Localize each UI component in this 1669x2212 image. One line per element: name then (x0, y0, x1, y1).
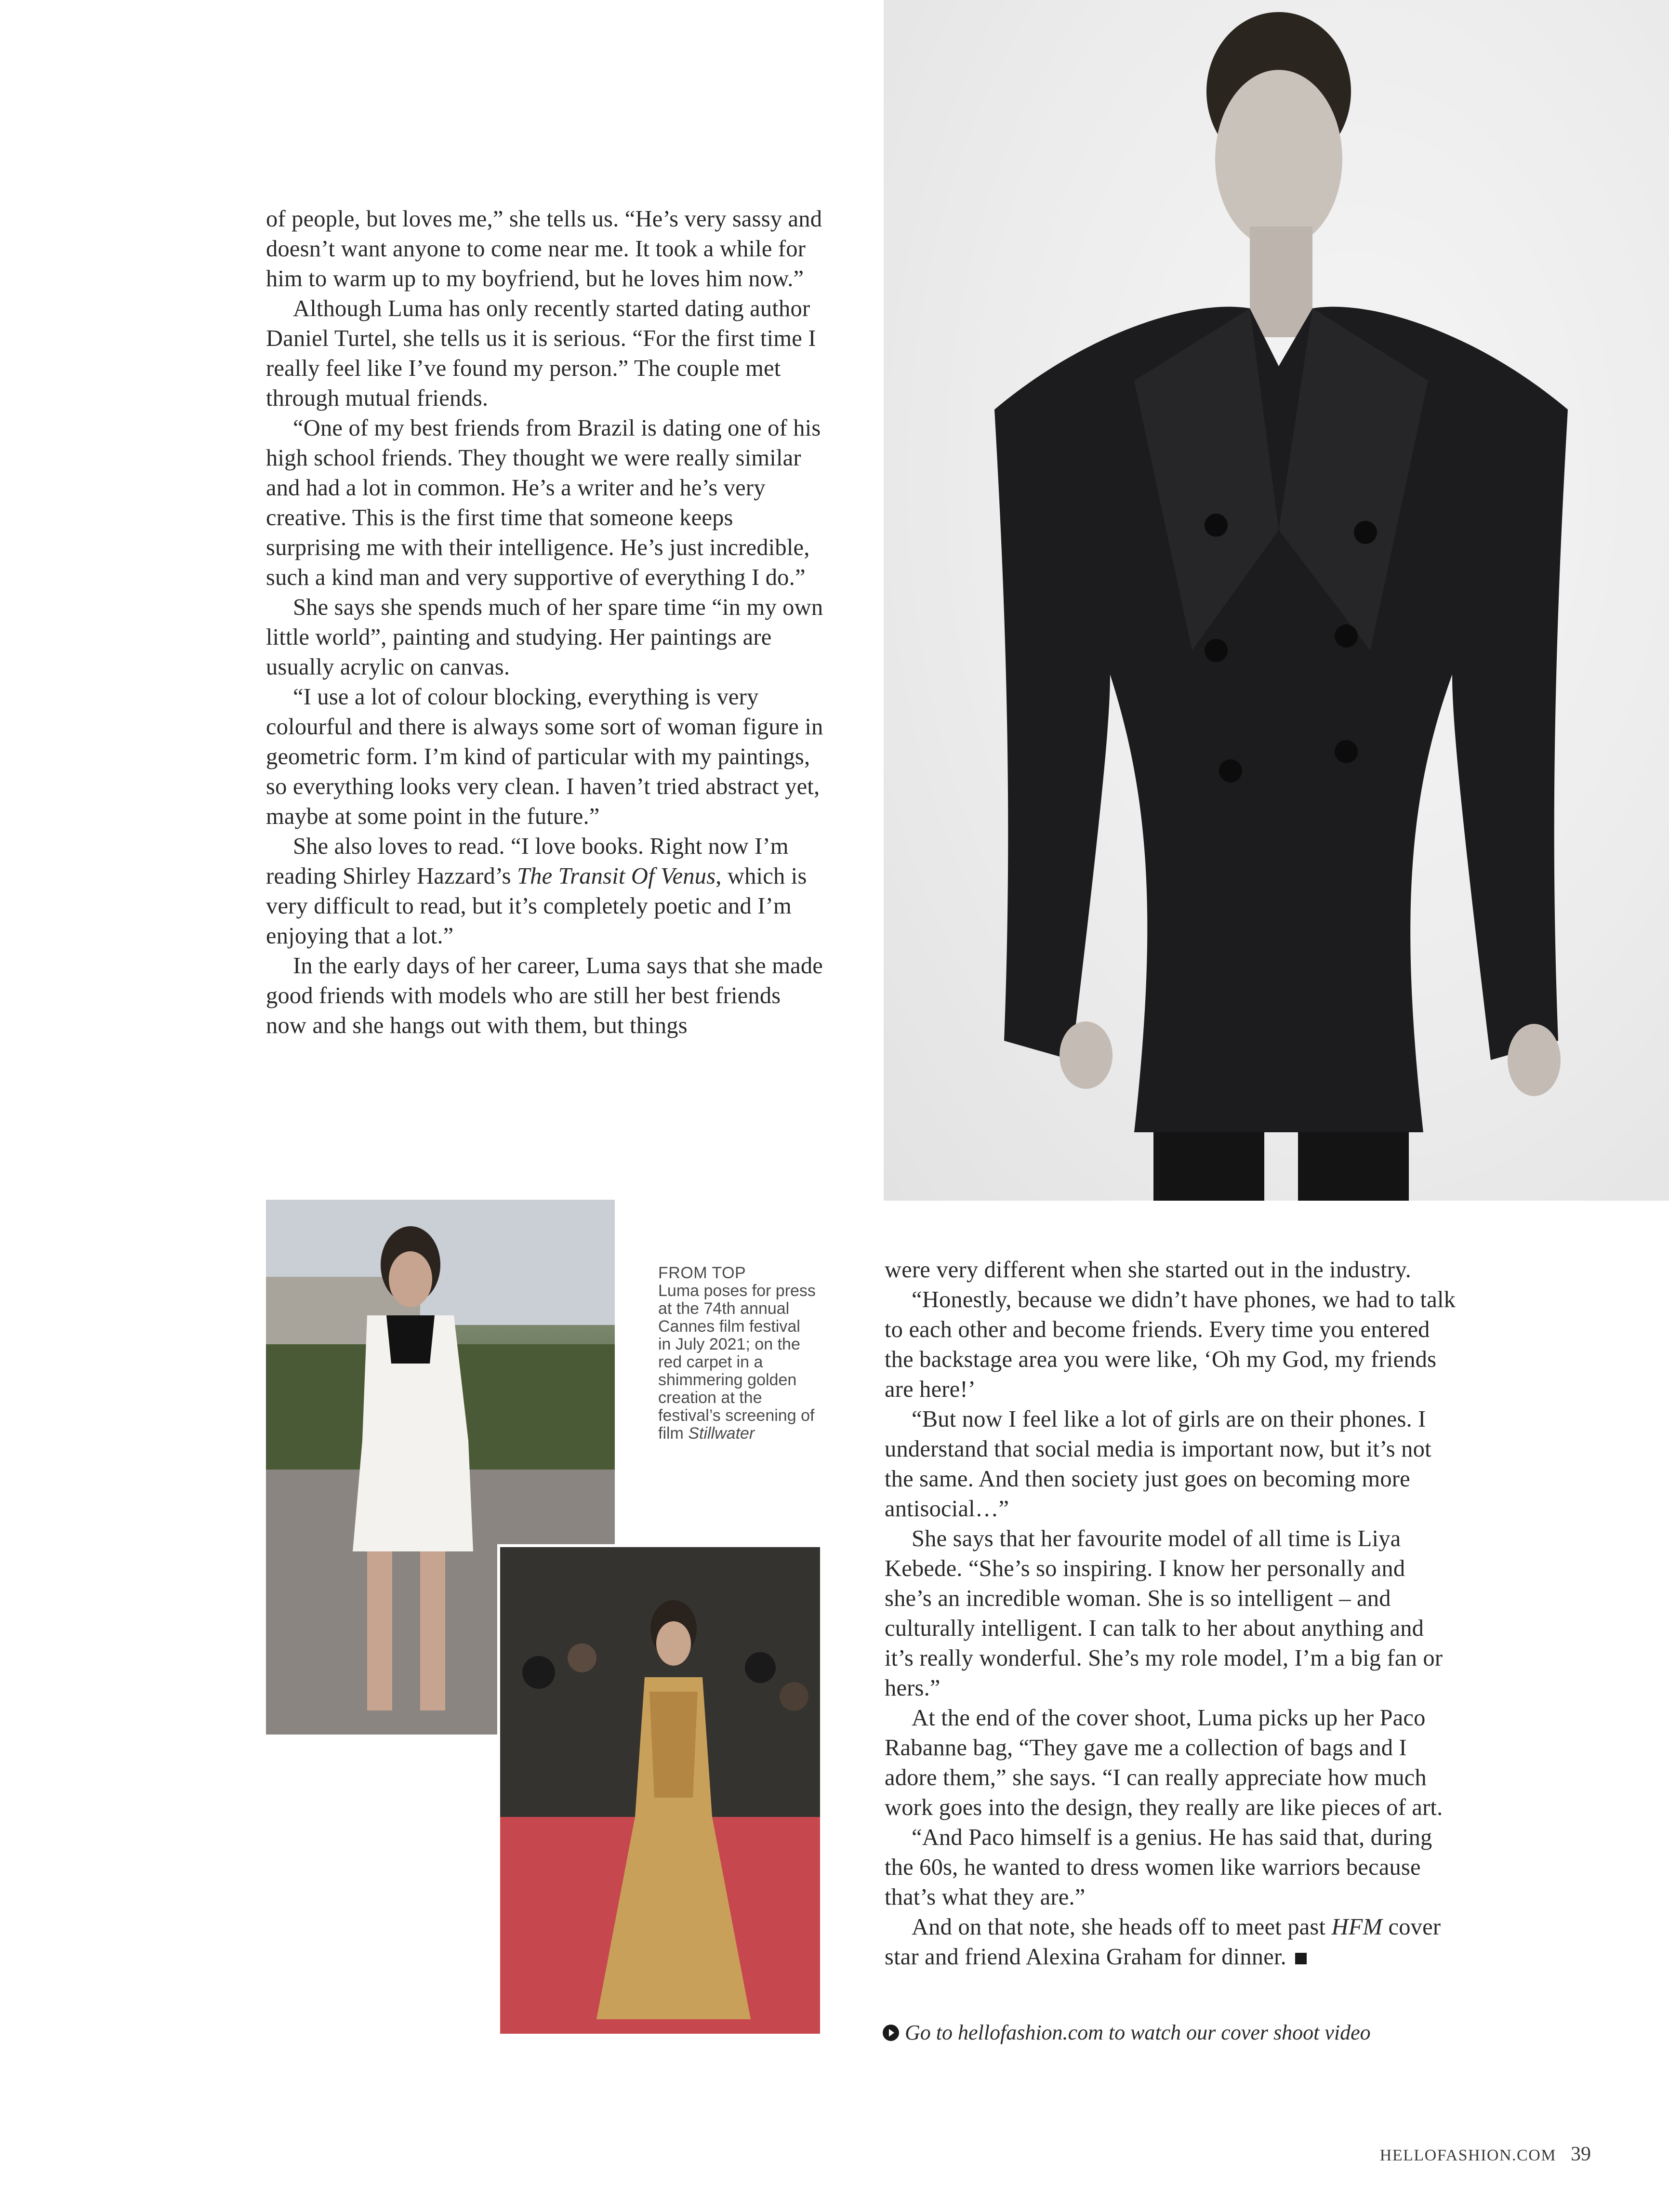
footer-site-name: HELLOFASHION.COM (1379, 2146, 1556, 2164)
cta-text[interactable]: Go to hellofashion.com to watch our cover shoot video (905, 2021, 1371, 2044)
red-carpet-photo (497, 1544, 823, 2037)
red-carpet-illustration (500, 1547, 820, 2034)
photo-caption (658, 1264, 817, 1443)
page-number: 39 (1571, 2143, 1591, 2165)
article-paragraph: In the early days of her career, Luma says that she made good friends with models who are still her best friends now and she hangs out with them, but things (266, 953, 823, 1038)
article-paragraph: Although Luma has only recently started dating author Daniel Turtel, she tells us it is serious. “For the first time I really feel like I’ve found my person.” The couple met through mutual friends. (266, 296, 816, 411)
article-paragraph: At the end of the cover shoot, Luma picks up her Paco Rabanne bag, “They gave me a collection of bags and I adore them,” she says. “I can really appreciate how much work goes into the design, they really are like pieces of art. (885, 1705, 1443, 1820)
article-paragraph: She says that her favourite model of all time is Liya Kebede. “She’s so inspiring. I know her personally and she’s an incredible woman. She is so intelligent – and culturally intelligent. I can talk to her about anything and it’s really wonderful. She’s my role model, I’m a big fan or hers.” (885, 1526, 1443, 1701)
article-paragraph-books (266, 832, 825, 951)
article-paragraph: “One of my best friends from Brazil is dating one of his high school friends. They thought we were really similar and had a lot in common. He’s a writer and he’s very creative. This is the first time that someone keeps surprising me with their intelligence. He’s just incredible, such a kind man and very supportive of everything I do.” (266, 415, 821, 590)
caption-film-title: Stillwater (688, 1424, 755, 1443)
end-of-article-square-icon (1295, 1953, 1307, 1964)
text-run: And on that note, she heads off to meet past (912, 1914, 1332, 1940)
article-paragraph: “And Paco himself is a genius. He has said that, during the 60s, he wanted to dress women like warriors because that’s what they are.” (885, 1825, 1432, 1910)
article-paragraph: “Honestly, because we didn’t have phones, we had to talk to each other and become friends. Every time you entered the backstage area you were like, ‘Oh my God, my friends are here!’ (885, 1287, 1456, 1402)
text-run: She also loves to read. “I love books. Right now I’m reading Shirley Hazzard’s (266, 834, 789, 889)
article-column-right (885, 1255, 1458, 1972)
text-run: , which is very difficult to read, but it’s completely poetic and I’m enjoying that a lot.” (266, 863, 807, 949)
caption-text: Luma poses for press at the 74th annual Cannes film festival in July 2021; on the red carpet in a shimmering golden creation at the festival’s screening of film (658, 1282, 816, 1443)
text-run: cover star and friend Alexina Graham for dinner. (885, 1914, 1441, 1970)
book-title: The Transit Of Venus (517, 863, 716, 889)
cover-portrait-photo (884, 0, 1669, 1201)
portrait-illustration (884, 0, 1669, 1201)
magazine-name: HFM (1331, 1914, 1383, 1940)
article-paragraph: “But now I feel like a lot of girls are on their phones. I understand that social media is important now, but it’s not the same. And then society just goes on becoming more antisocial…” (885, 1406, 1431, 1522)
play-icon (883, 2025, 899, 2041)
page-footer (1380, 2143, 1591, 2166)
article-column-left (266, 204, 825, 1041)
article-paragraph: She says she spends much of her spare time “in my own little world”, painting and studying. Her paintings are usually acrylic on canvas. (266, 595, 823, 680)
article-paragraph: were very different when she started out in the industry. (885, 1257, 1411, 1283)
video-cta[interactable] (883, 2020, 1371, 2045)
article-paragraph: of people, but loves me,” she tells us. “He’s very sassy and doesn’t want anyone to come near me. It took a while for him to warm up to my boyfriend, but he loves him now.” (266, 206, 822, 291)
article-paragraph: “I use a lot of colour blocking, everything is very colourful and there is always some sort of woman figure in geometric form. I’m kind of particular with my paintings, so everything looks very clean. I haven’t tried abstract yet, maybe at some point in the future.” (266, 684, 823, 829)
article-closing-paragraph (885, 1912, 1458, 1972)
caption-heading: FROM TOP (658, 1264, 746, 1282)
